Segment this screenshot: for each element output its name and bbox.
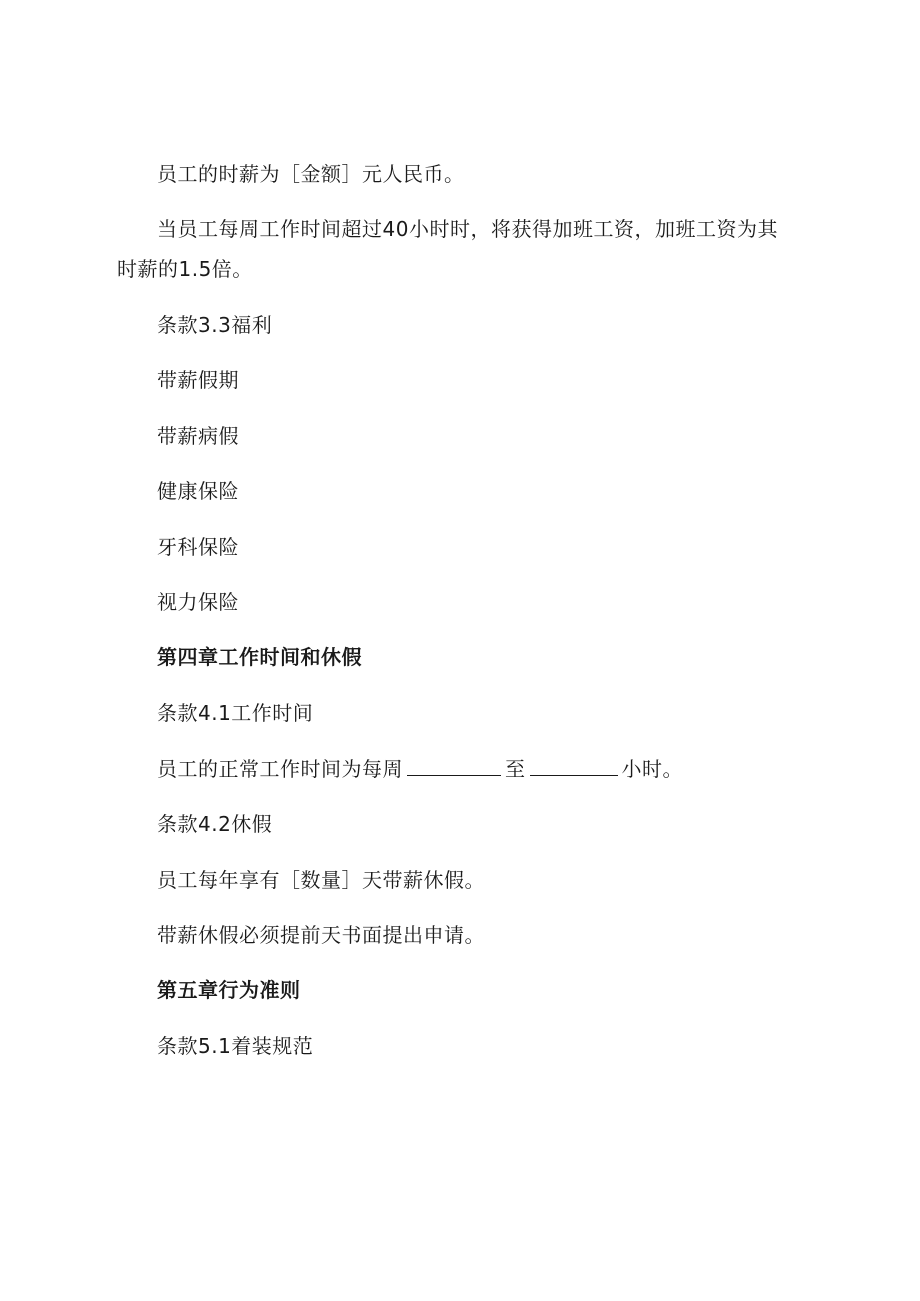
chapter-5-heading: 第五章行为准则 [157, 980, 301, 1002]
clause-5-1-heading: 条款5.1着装规范 [157, 1034, 314, 1058]
annual-leave-text: 员工每年享有［数量］天带薪休假。 [157, 868, 485, 892]
fill-in-blank [407, 757, 501, 776]
hourly-wage-text: 员工的时薪为［金额］元人民币。 [157, 162, 465, 186]
work-hours-prefix: 员工的正常工作时间为每周 [157, 757, 403, 781]
overtime-text-line2: 时薪的1.5倍。 [117, 257, 253, 281]
chapter-4-heading: 第四章工作时间和休假 [157, 647, 362, 669]
work-hours-suffix: 小时。 [621, 757, 683, 781]
benefit-item: 牙科保险 [157, 535, 239, 559]
clause-4-1-heading: 条款4.1工作时间 [157, 701, 314, 725]
work-hours-mid: 至 [505, 757, 526, 781]
benefit-item: 带薪假期 [157, 368, 239, 392]
work-hours-text [157, 757, 683, 781]
fill-in-blank [530, 757, 618, 776]
clause-3-3-heading: 条款3.3福利 [157, 313, 273, 337]
overtime-text-line1: 当员工每周工作时间超过40小时时，将获得加班工资，加班工资为其 [157, 217, 778, 241]
leave-request-text: 带薪休假必须提前天书面提出申请。 [157, 923, 485, 947]
benefit-item: 视力保险 [157, 590, 239, 614]
benefit-item: 健康保险 [157, 479, 239, 503]
clause-4-2-heading: 条款4.2休假 [157, 812, 273, 836]
benefit-item: 带薪病假 [157, 424, 239, 448]
